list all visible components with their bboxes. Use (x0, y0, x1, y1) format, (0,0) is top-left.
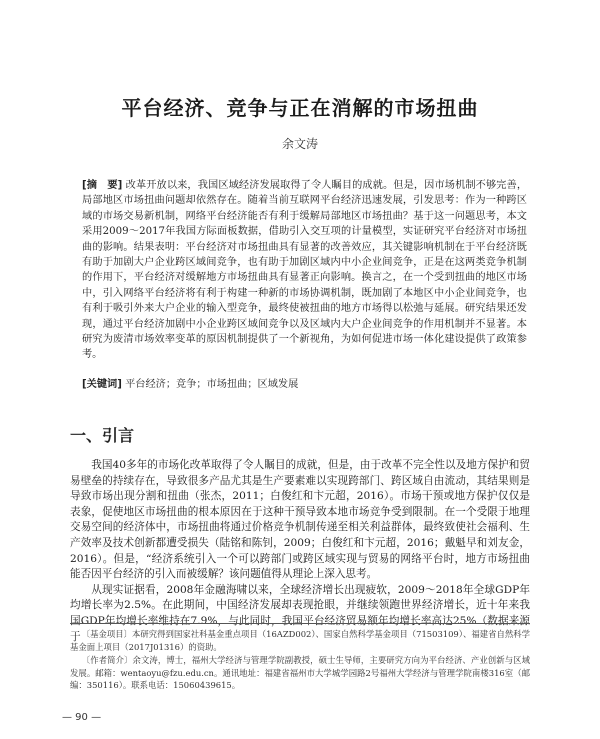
footnotes (70, 628, 530, 693)
body-text (70, 458, 530, 645)
section-heading: 一、引言 (70, 426, 135, 445)
keywords-text: 平台经济；竞争；市场扭曲；区域发展 (125, 379, 299, 390)
author-name: 余文涛 (281, 137, 318, 151)
body-paragraph: 从现实证据看，2008年金融海啸以来，全球经济增长出现疲软，2009～2018年全球GDP年均增长率为2.5%。在此期间，中国经济发展却表现抢眼，并继续领跑世界经济增长，近十年来我国GDP年均增长率维持在7.9%，与此同时，我国平台经济贸易额年均增长率高达25%（数据来源于 (70, 583, 530, 643)
abstract-text: 改革开放以来，我国区域经济发展取得了令人瞩目的成就。但是，因市场机制不够完善，局部地区市场扭曲问题却依然存在。随着当前互联网平台经济迅速发展，引发思考：作为一种跨区域的市场交易新机制，网络平台经济能否有利于缓解局部地区市场扭曲？基于这一问题思考，本文采用2009～2017年我国方际面板数据，借助引入交互项的计量模型，实证研究平台经济对市场扭曲的影响。结果表明：平台经济对市场扭曲具有显著的改善效应，其关键影响机制在于平台经济既有助于加剧大户企业跨区域间竞争，也有助于加剧区域内中小企业间竞争，正是在这两类竞争机制的作用下，平台经济对缓解地方市场扭曲具有显著正向影响。换言之，在一个受到扭曲的地区市场中，引入网络平台经济将有利于构建一种新的市场协调机制，既加剧了本地区中小企业间竞争，也有利于吸引外来大户企业的输入型竞争，最终使被扭曲的地方市场得以松弛与延展。研究结果还发现，通过平台经济加剧中小企业跨区域间竞争以及区域内大户企业间竞争的作用机制并不显著。本研究为废清市场效率变革的原因机制提供了一个新视角，为如何促进市场一体化建设提供了政策参考。 (82, 180, 528, 361)
keywords-label: [关键词] (82, 379, 122, 390)
footnote-author: 〔作者简介〕余文涛，博士，福州大学经济与管理学院副教授，硕士生导师，主要研究方向为平台经济、产业创新与区域发展。邮箱：wentaoyu@fzu.edu.cn。通讯地址：福建省福州市大学城学园路2号福州大学经济与管理学院南楼316室（邮编：350116）。联系电话：15060439615。 (70, 655, 530, 691)
abstract-block (82, 178, 527, 363)
footnote-funding: 〔基金项目〕本研究得到国家社科基金重点项目（16AZD002）、国家自然科学基金项目（71503109）、福建省自然科学基金面上项目（2017J01316）的资助。 (70, 629, 530, 652)
page-number: — 90 — (62, 712, 102, 723)
footnote-divider (70, 623, 530, 624)
paper-title: 平台经济、竞争与正在消解的市场扭曲 (121, 96, 479, 120)
body-paragraph: 我国40多年的市场化改革取得了令人瞩目的成就，但是，由于改革不完全性以及地方保护和贸易壁垒的持续存在，导致很多产品尤其是生产要素难以实现跨部门、跨区域自由流动，其结果则是导致市场出现分割和扭曲（张杰，2011；白俊红和卞元超，2016）。市场干预或地方保护仅仅是表象，促使地区市场扭曲的根本原因在于这种干预导致本地市场竞争受到限制。在一个受限于地理交易空间的经济体中，市场扭曲将通过价格竞争机制传递至相关利益群体，最终致使社会福利、生产效率及技术创新都遭受损失（陆铭和陈钊，2009；白俊红和卞元超，2016；戴魁早和刘友金，2016）。但是，“经济系统引入一个可以跨部门或跨区域实现与贸易的网络平台时，地方市场扭曲能否因平台经济的引入而被缓解？该问题值得从理论上深入思考。 (70, 459, 530, 581)
abstract-label: [摘 要] (82, 180, 123, 191)
keywords-block (82, 377, 527, 392)
